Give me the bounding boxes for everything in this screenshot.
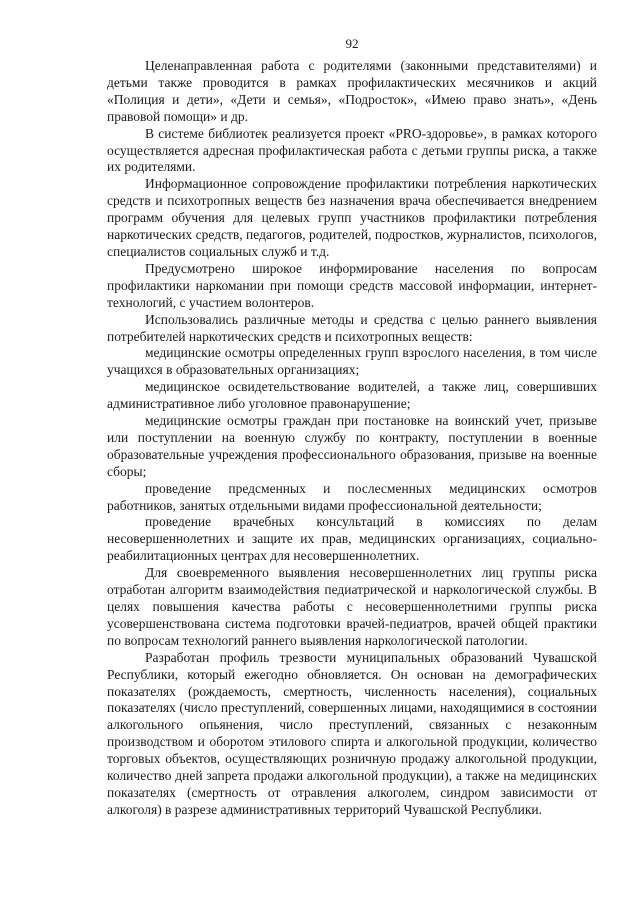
paragraph-methods-intro: Использовались различные методы и средства с целью раннего выявления потребителей наркотических средств и психотропных веществ: <box>107 311 597 344</box>
paragraph-media-informing: Предусмотрено широкое информирование населения по вопросам профилактики наркомании при помощи средств массовой информации, интернет-технологий, с участием волонтеров. <box>107 260 597 310</box>
page-number: 92 <box>345 36 359 51</box>
paragraph-library-project: В системе библиотек реализуется проект «PRO-здоровье», в рамках которого осуществляется адресная профилактическая работа с детьми группы риска, а также их родителями. <box>107 125 597 175</box>
list-item-consultations: проведение врачебных консультаций в комиссиях по делам несовершеннолетних и защите их прав, медицинских организациях, социально-реабилитационных центрах для несовершеннолетних. <box>107 514 597 564</box>
paragraph-information-support: Информационное сопровождение профилактики потребления наркотических средств и психотропных веществ без назначения врача обеспечивается внедрением программ обучения для целевых групп участников профилактики потребления наркотических средств, педагогов, родителей, подростков, журналистов, психологов, специалистов социальных служб и т.д. <box>107 176 597 259</box>
list-item-medical-exams: медицинские осмотры определенных групп взрослого населения, в том числе учащихся в образовательных организациях; <box>107 345 597 378</box>
list-item-driver-examination: медицинское освидетельствование водителей, а также лиц, совершивших административное либо уголовное правонарушение; <box>107 379 597 412</box>
paragraph-risk-group-detection: Для своевременного выявления несовершеннолетних лиц группы риска отработан алгоритм взаимодействия педиатрической и наркологической службы. В целях повышения качества работы с несовершеннолетними группы риска усовершенствована система подготовки врачей-педиатров, врачей общей практики по вопросам технологий раннего выявления наркологической патологии. <box>107 565 597 648</box>
list-item-shift-exams: проведение предсменных и послесменных медицинских осмотров работников, занятых отдельными видами профессиональной деятельности; <box>107 480 597 513</box>
document-page <box>107 36 597 819</box>
paragraph-sobriety-profile: Разработан профиль трезвости муниципальных образований Чувашской Республики, который ежегодно обновляется. Он основан на демографических показателях (рождаемость, смертность, численность населения), социальных показателях (число преступлений, совершенных лицами, находящимися в состоянии алкогольного опьянения, число преступлений, связанных с незаконным производством и оборотом этилового спирта и алкогольной продукции, количество торговых объектов, осуществляющих розничную продажу алкогольной продукции, количество дней запрета продажи алкогольной продукции), а также на медицинских показателях (смертность от отравления алкоголем, синдром зависимости от алкоголя) в разрезе административных территорий Чувашской Республики. <box>107 649 597 817</box>
paragraph-parent-work: Целенаправленная работа с родителями (законными представителями) и детьми также проводится в рамках профилактических месячников и акций «Полиция и дети», «Дети и семья», «Подросток», «Имею право знать», «День правовой помощи» и др. <box>107 58 597 124</box>
list-item-military-exams: медицинские осмотры граждан при постановке на воинский учет, призыве или поступлении на военную службу по контракту, поступлении в военные образовательные учреждения профессионального образования, призыве на военные сборы; <box>107 413 597 479</box>
